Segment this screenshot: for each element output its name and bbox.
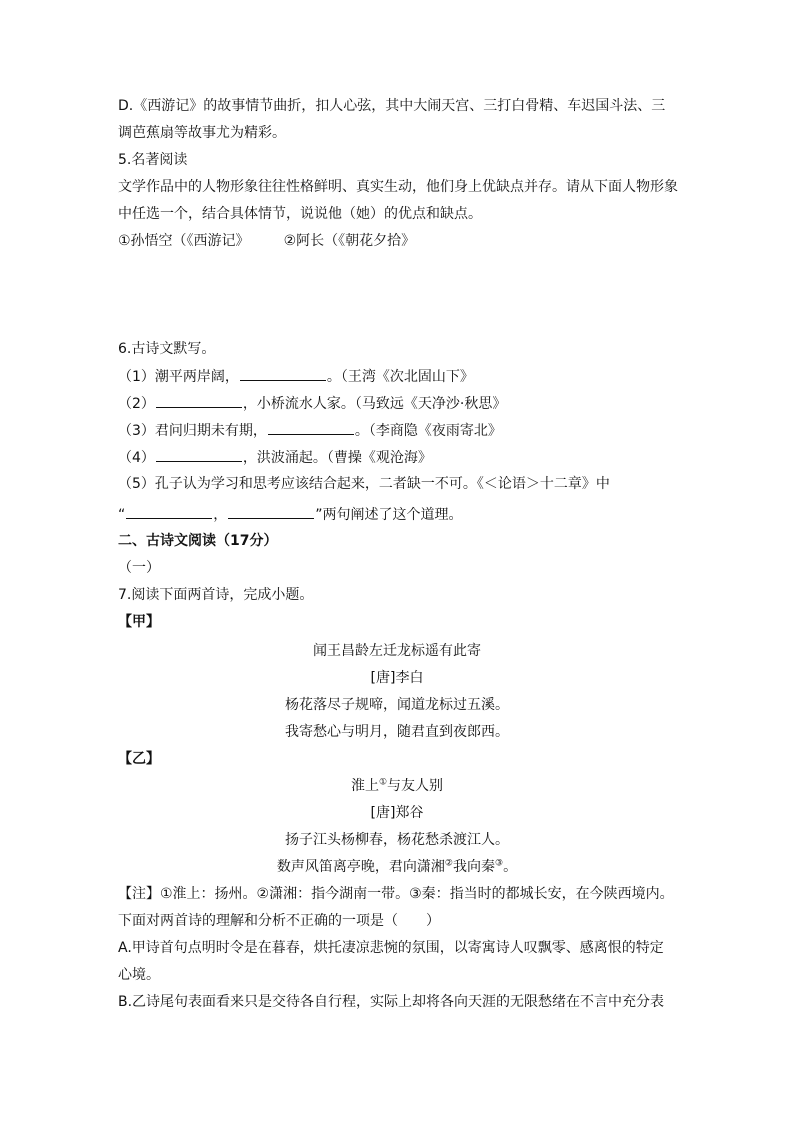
q6-item-1-num: （1）: [118, 369, 155, 385]
q7-option-a-line2: 心境。: [118, 967, 160, 983]
q6-item-4-post: ，洪波涌起。（曹操《观沧海》: [242, 450, 432, 466]
q5-choices: [118, 232, 415, 250]
q6-item-5-line1: （5）孔子认为学习和思考应该结合起来，二者缺一不可。《＜论语＞十二章》中: [118, 476, 610, 492]
q6-item-2-num: （2）: [118, 396, 155, 412]
poem-a-author: [唐]李白: [370, 670, 424, 686]
poem-b-title-pre: 淮上: [350, 778, 379, 794]
q6-item-3: [118, 421, 502, 440]
poem-b-note-mark-2: ②: [444, 858, 453, 869]
q6-item-1: [118, 367, 474, 386]
poem-b-title-post: 与友人别: [387, 778, 444, 794]
section-2-sub: （一）: [118, 560, 160, 576]
q5-choice-2: ②阿长（《朝花夕拾》: [283, 233, 416, 249]
poem-b-line2-c: 。: [503, 859, 518, 875]
q6-item-3-pre: 君问归期未有期，: [154, 423, 267, 439]
q7-note: 【注】①淮上：扬州。②潇湘：指今湖南一带。③秦：指当时的都城长安，在今陕西境内。: [118, 886, 674, 902]
q6-item-4: [118, 448, 432, 467]
q6-item-4-num: （4）: [118, 450, 155, 466]
q6-item-3-post: 。（李商隐《夜雨寄北》: [354, 423, 502, 439]
section-2-heading: 二、古诗文阅读（17分）: [118, 533, 278, 549]
poem-b-line2: [118, 858, 676, 876]
q6-item-1-pre: 潮平两岸阔，: [154, 369, 239, 385]
q6-item-1-post: 。（王湾《次北固山下》: [326, 369, 474, 385]
q6-item-5-blank-1[interactable]: [126, 505, 212, 519]
poem-a-title: 闻王昌龄左迁龙标遥有此寄: [313, 643, 481, 659]
q6-title: 6.古诗文默写。: [118, 341, 216, 357]
poem-b-line2-a: 数声风笛离亭晚，君向潇湘: [276, 859, 445, 875]
q6-item-1-blank[interactable]: [240, 367, 326, 381]
q5-title: 5.名著阅读: [118, 152, 188, 168]
q6-item-5-close: ”两句阐述了这个道理。: [315, 507, 463, 523]
poem-b-title: [118, 777, 676, 795]
q6-item-5-line2: [118, 505, 463, 524]
q6-item-3-num: （3）: [118, 423, 155, 439]
poem-b-author: [唐]郑谷: [370, 805, 424, 821]
q7-option-a-line1: A.甲诗首句点明时令是在暮春，烘托凄凉悲惋的氛围，以寄寓诗人叹飘零、感离恨的特定: [118, 940, 664, 956]
poem-a-line1: 杨花落尽子规啼，闻道龙标过五溪。: [285, 697, 509, 713]
q6-item-2-blank[interactable]: [156, 394, 242, 408]
q4-option-d-line2: 调芭蕉扇等故事尤为精彩。: [118, 125, 286, 141]
q5-prompt-line1: 文学作品中的人物形象往往性格鲜明、真实生动，他们身上优缺点并存。请从下面人物形象: [118, 179, 678, 195]
q4-option-d-line1: D.《西游记》的故事情节曲折，扣人心弦，其中大闹天宫、三打白骨精、车迟国斗法、三: [118, 98, 666, 114]
q6-item-2-post: ，小桥流水人家。（马致远《天净沙·秋思》: [242, 396, 507, 412]
q5-prompt-line2: 中任选一个，结合具体情节，说说他（她）的优点和缺点。: [118, 206, 482, 222]
poem-b-label: 【乙】: [118, 751, 160, 767]
q5-choice-1: ①孙悟空（《西游记》: [118, 233, 250, 249]
poem-b-line1: 扬子江头杨柳春，杨花愁杀渡江人。: [285, 832, 509, 848]
poem-b-line2-b: 我向秦: [453, 859, 495, 875]
q6-item-4-blank[interactable]: [156, 448, 242, 462]
q6-item-3-blank[interactable]: [268, 421, 354, 435]
poem-a-line2: 我寄愁心与明月，随君直到夜郎西。: [285, 724, 509, 740]
poem-b-note-mark-1: ①: [378, 777, 388, 788]
poem-a-label: 【甲】: [118, 614, 160, 630]
q7-title: 7.阅读下面两首诗，完成小题。: [118, 587, 314, 603]
q7-question: 下面对两首诗的理解和分析不正确的一项是（ ）: [118, 913, 440, 929]
q6-item-5-blank-2[interactable]: [228, 505, 314, 519]
q6-item-2: [118, 394, 506, 413]
q6-item-5-comma: ，: [213, 507, 228, 523]
q7-option-b-line1: B.乙诗尾句表面看来只是交待各自行程，实际上却将各向天涯的无限愁绪在不言中充分表: [118, 994, 665, 1010]
poem-b-note-mark-3: ③: [495, 858, 504, 869]
q6-item-5-open-quote: “: [118, 507, 126, 523]
